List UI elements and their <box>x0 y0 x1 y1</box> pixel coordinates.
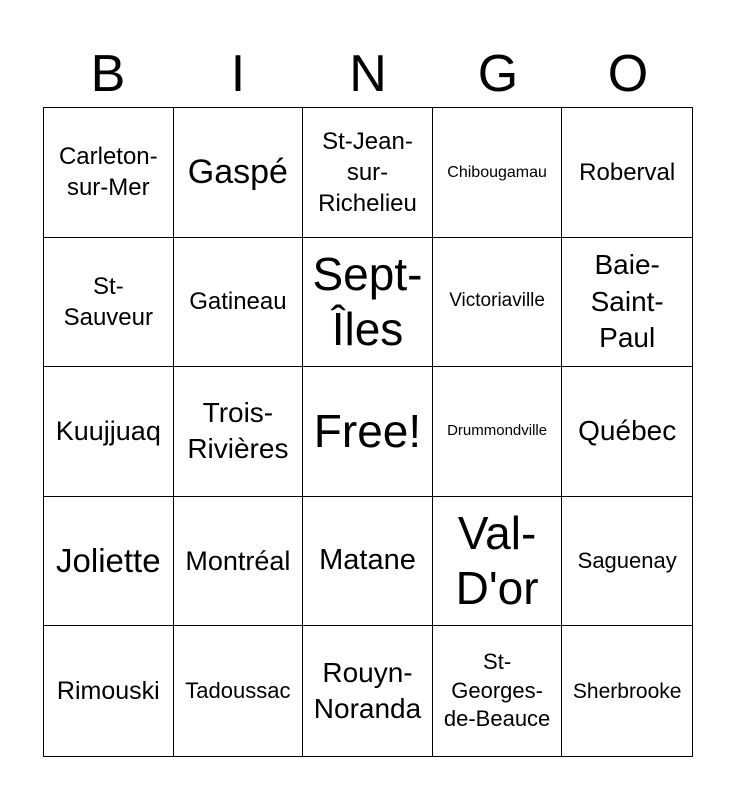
bingo-cell[interactable] <box>303 497 433 627</box>
cell-label: Sept-Îles <box>312 247 423 355</box>
bingo-cell[interactable] <box>44 238 174 368</box>
header-letter-g: G <box>477 45 519 103</box>
bingo-cell[interactable] <box>303 626 433 756</box>
header-letter-o: O <box>607 45 649 103</box>
cell-label: Matane <box>319 544 416 577</box>
cell-label: St-Georges-de-Beauce <box>443 649 551 732</box>
bingo-cell[interactable] <box>562 367 692 497</box>
bingo-cell[interactable] <box>303 108 433 238</box>
cell-label: Baie-Saint-Paul <box>590 249 664 354</box>
bingo-cell[interactable] <box>44 497 174 627</box>
bingo-header <box>43 40 693 108</box>
cell-label: Victoriaville <box>449 290 545 312</box>
cell-label: Rouyn-Noranda <box>313 656 422 725</box>
header-letter-i: I <box>230 45 246 103</box>
cell-label: Sherbrooke <box>572 679 682 703</box>
cell-label: Kuujjuaq <box>55 415 161 446</box>
cell-label: St-Jean-sur-Richelieu <box>318 127 417 217</box>
header-letter-b: B <box>90 45 126 103</box>
cell-label: Rimouski <box>56 676 160 705</box>
cell-label: Trois-Rivières <box>187 397 289 465</box>
bingo-cell[interactable] <box>433 367 563 497</box>
bingo-cell[interactable] <box>562 626 692 756</box>
cell-label: Saguenay <box>577 547 677 573</box>
cell-label: Roberval <box>579 158 676 186</box>
bingo-board <box>43 107 693 757</box>
cell-label: Gaspé <box>187 152 288 191</box>
cell-label: Joliette <box>56 542 161 580</box>
bingo-cell[interactable] <box>433 238 563 368</box>
bingo-cell[interactable] <box>44 108 174 238</box>
bingo-cell[interactable] <box>562 108 692 238</box>
cell-label: Gatineau <box>189 288 287 316</box>
cell-label: Montréal <box>185 545 291 576</box>
bingo-cell[interactable] <box>433 108 563 238</box>
bingo-cell[interactable] <box>174 238 304 368</box>
cell-label: Québec <box>578 415 677 447</box>
bingo-cell[interactable] <box>174 367 304 497</box>
bingo-cell[interactable] <box>562 497 692 627</box>
bingo-cell[interactable] <box>433 626 563 756</box>
cell-label: Val-D'or <box>455 506 539 615</box>
bingo-cell[interactable] <box>303 238 433 368</box>
cell-label: Chibougamau <box>447 163 547 181</box>
cell-label: Carleton-sur-Mer <box>58 143 158 202</box>
header-letter-n: N <box>349 45 387 103</box>
bingo-cell[interactable] <box>433 497 563 627</box>
cell-label: Free! <box>313 404 422 457</box>
bingo-cell[interactable] <box>303 367 433 497</box>
bingo-cell[interactable] <box>174 108 304 238</box>
bingo-cell[interactable] <box>174 497 304 627</box>
bingo-cell[interactable] <box>562 238 692 368</box>
bingo-cell[interactable] <box>44 626 174 756</box>
bingo-cell[interactable] <box>174 626 304 756</box>
cell-label: Tadoussac <box>185 678 291 703</box>
cell-label: Drummondville <box>447 422 548 440</box>
bingo-cell[interactable] <box>44 367 174 497</box>
cell-label: St-Sauveur <box>63 272 153 331</box>
